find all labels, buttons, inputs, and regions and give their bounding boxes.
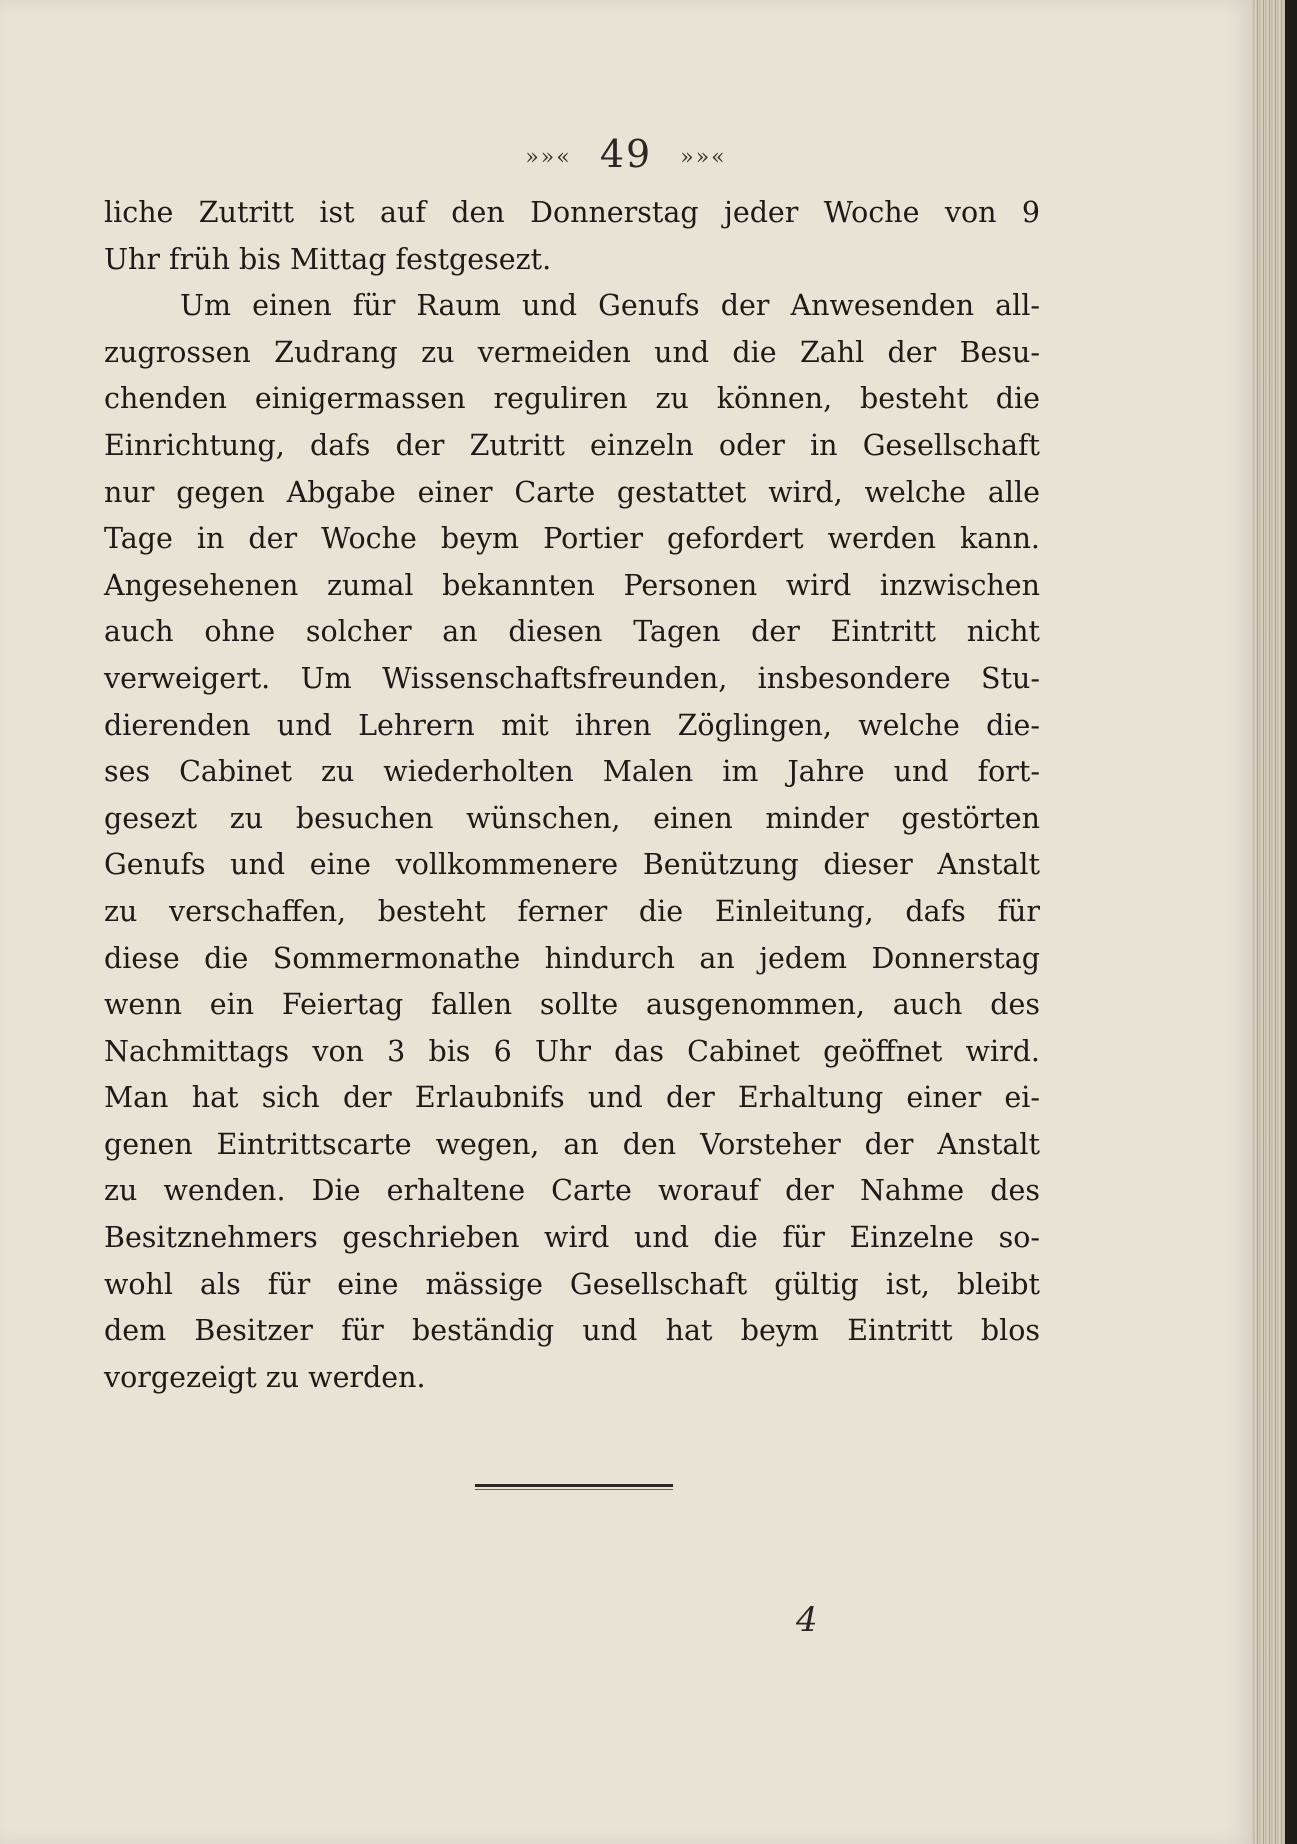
text-line: Besitznehmers geschrieben wird und die für Einzelne so-: [104, 1221, 1040, 1255]
text-line: Um einen für Raum und Genufs der Anwesenden all-: [180, 289, 1040, 323]
text-line: nur gegen Abgabe einer Carte gestattet wird, welche alle: [104, 475, 1040, 509]
body-text: [104, 190, 1040, 1401]
text-line: Man hat sich der Erlaubnifs und der Erhaltung einer ei-: [104, 1081, 1040, 1115]
section-rule: [475, 1484, 673, 1487]
text-line: Angesehenen zumal bekannten Personen wird inzwischen: [104, 568, 1040, 602]
header-ornament-right: »»«: [680, 145, 727, 170]
text-line: chenden einigermassen reguliren zu können, besteht die: [104, 382, 1040, 416]
text-line: genen Eintrittscarte wegen, an den Vorsteher der Anstalt: [104, 1127, 1040, 1161]
text-line: vorgezeigt zu werden.: [104, 1360, 426, 1394]
text-line: Uhr früh bis Mittag festgesezt.: [104, 242, 552, 276]
text-line: dem Besitzer für beständig und hat beym Eintritt blos: [104, 1314, 1040, 1348]
text-line: Nachmittags von 3 bis 6 Uhr das Cabinet geöffnet wird.: [104, 1034, 1040, 1068]
text-line: gesezt zu besuchen wünschen, einen minder gestörten: [104, 801, 1040, 835]
header-ornament-left: »»«: [525, 145, 572, 170]
signature-mark: 4: [796, 1600, 818, 1640]
text-line: dierenden und Lehrern mit ihren Zöglingen, welche die-: [104, 708, 1040, 742]
text-line: verweigert. Um Wissenschaftsfreunden, insbesondere Stu-: [104, 661, 1040, 695]
text-line: Einrichtung, dafs der Zutritt einzeln oder in Gesellschaft: [104, 428, 1040, 462]
text-line: liche Zutritt ist auf den Donnerstag jeder Woche von 9: [104, 196, 1040, 229]
page-number: 49: [599, 132, 653, 176]
text-line: zu wenden. Die erhaltene Carte worauf der Nahme des: [104, 1174, 1040, 1208]
text-line: wohl als für eine mässige Gesellschaft gültig ist, bleibt: [104, 1267, 1040, 1301]
text-line: Tage in der Woche beym Portier gefordert werden kann.: [104, 522, 1040, 556]
page-edge: [1252, 0, 1297, 1844]
text-line: zu verschaffen, besteht ferner die Einleitung, dafs für: [104, 894, 1040, 928]
text-line: auch ohne solcher an diesen Tagen der Eintritt nicht: [104, 615, 1040, 649]
text-line: diese die Sommermonathe hindurch an jedem Donnerstag: [104, 941, 1040, 975]
text-line: ses Cabinet zu wiederholten Malen im Jahre und fort-: [104, 755, 1040, 789]
text-line: Genufs und eine vollkommenere Benützung dieser Anstalt: [104, 848, 1040, 882]
page-header: [0, 132, 1252, 176]
text-line: wenn ein Feiertag fallen sollte ausgenommen, auch des: [104, 988, 1040, 1022]
text-line: zugrossen Zudrang zu vermeiden und die Zahl der Besu-: [104, 335, 1040, 369]
